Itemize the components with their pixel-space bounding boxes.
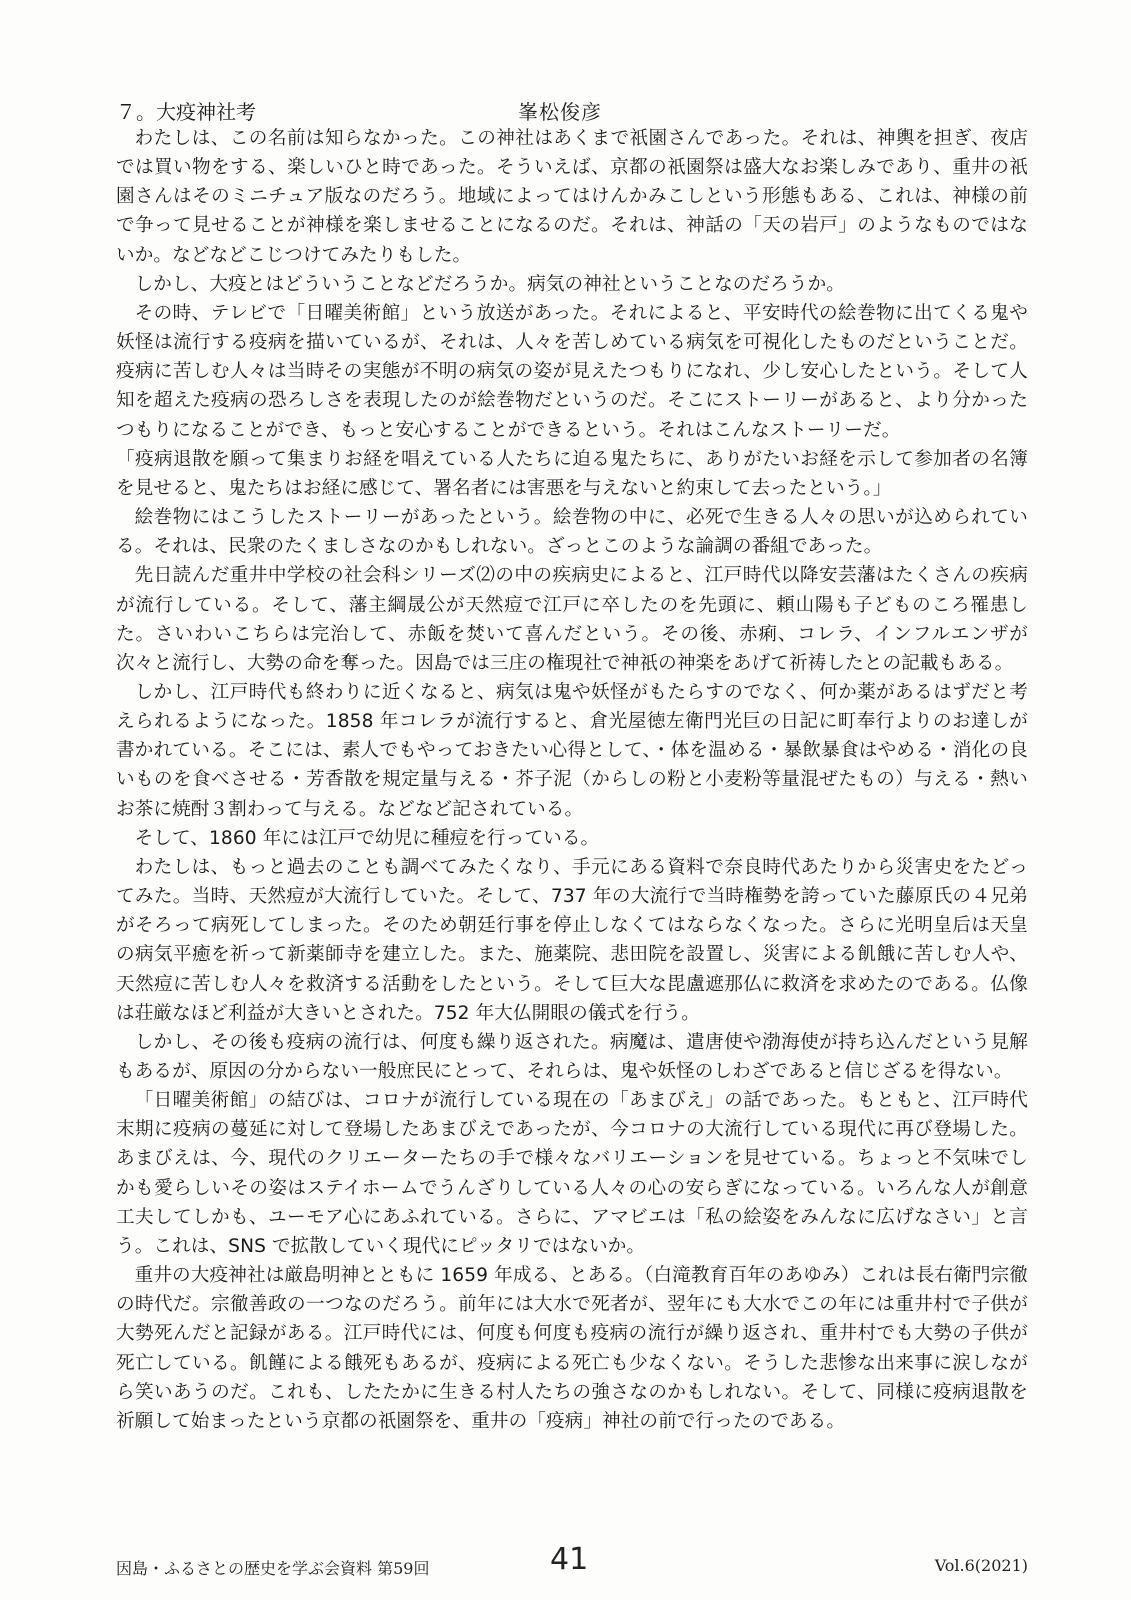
paragraph: 重井の大疫神社は厳島明神とともに 1659 年成る、とある。（白滝教育百年のあゆみ）これは長右衛門宗徹の時代だ。宗徹善政の一つなのだろう。前年には大水で死者が、翌年にも大水でこの年には重井村で子供が大勢死んだと記録がある。江戸時代には、何度も何度も疫病の流行が繰り返され、重井村でも大勢の子供が死亡している。飢饉による餓死もあるが、疫病による死亡も少なくない。そうした悲惨な出来事に涙しながら笑いあうのだ。これも、したたかに生きる村人たちの強さなのかもしれない。そして、同様に疫病退散を祈願して始まったという京都の祇園祭を、重井の「疫病」神社の前で行ったのである。 — [116, 1265, 1028, 1432]
paragraph: 先日読んだ重井中学校の社会科シリーズ⑵の中の疾病史によると、江戸時代以降安芸藩はたくさんの疾病が流行している。そして、藩主綱晟公が天然痘で江戸に卒したのを先頭に、頼山陽も子どものころ罹患した。さいわいこちらは完治して、赤飯を焚いて喜んだという。その後、赤痢、コレラ、インフルエンザが次々と流行し、大勢の命を奪った。因島では三庄の権現社で神祇の神楽をあげて祈祷したとの記載もある。 — [116, 565, 1028, 674]
author-name: 峯松俊彦 — [518, 100, 602, 124]
paragraph: しかし、その後も疫病の流行は、何度も繰り返された。病魔は、遣唐使や渤海使が持ち込んだという見解もあるが、原因の分からない一般庶民にとって、それらは、鬼や妖怪のしわざであると信じざるを得ない。 — [116, 1031, 1028, 1082]
article-body — [116, 124, 1028, 1436]
paragraph: しかし、江戸時代も終わりに近くなると、病気は鬼や妖怪がもたらすのでなく、何か薬があるはずだと考えられるようになった。1858 年コレラが流行すると、倉光屋徳左衛門光巨の日記に町奉行よりのお達しが書かれている。そこには、素人でもやっておきたい心得として、・体を温める・暴飲暴食はやめる・消化の良いものを食べさせる・芳香散を規定量与える・芥子泥（からしの粉と小麦粉等量混ぜたもの）与える・熱いお茶に焼酎３割わって与える。などなど記されている。 — [116, 681, 1028, 820]
article-title: ７。大疫神社考 — [116, 100, 256, 124]
paragraph: 「日曜美術館」の結びは、コロナが流行している現在の「あまびえ」の話であった。もともと、江戸時代末期に疫病の蔓延に対して登場したあまびえであったが、今コロナの大流行している現代に再び登場した。あまびえは、今、現代のクリエーターたちの手で様々なバリエーションを見せている。ちょっと不気味でしかも愛らしいその姿はステイホームでうんざりしている人々の心の安らぎになっている。いろんな人が創意工夫してしかも、ユーモア心にあふれている。さらに、アマビエは「私の絵姿をみんなに広げなさい」と言う。これは、SNS で拡散していく現代にピッタリではないか。 — [116, 1090, 1028, 1257]
footer-source: 因島・ふるさとの歴史を学ぶ会資料 第59回 — [116, 1559, 430, 1578]
paragraph: しかし、大疫とはどういうことなどだろうか。病気の神社ということなのだろうか。 — [134, 273, 845, 295]
paragraph: 絵巻物にはこうしたストーリーがあったという。絵巻物の中に、必死で生きる人々の思いが込められている。それは、民衆のたくましさなのかもしれない。ざっとこのような論調の番組であった。 — [116, 507, 1028, 558]
page-footer — [116, 1542, 1028, 1588]
paragraph: わたしは、もっと過去のことも調べてみたくなり、手元にある資料で奈良時代あたりから災害史をたどってみた。当時、天然痘が大流行していた。そして、737 年の大流行で当時権勢を誇っていた藤原氏の４兄弟がそろって病死してしまった。そのため朝廷行事を停止しなくてはならなくなった。さらに光明皇后は天皇の病気平癒を祈って新薬師寺を建立した。また、施薬院、悲田院を設置し、災害による飢餓に苦しむ人や、天然痘に苦しむ人々を救済する活動をしたという。そして巨大な毘盧遮那仏に救済を求めたのである。仏像は荘厳なほど利益が大きいとされた。752 年大仏開眼の儀式を行う。 — [116, 856, 1028, 1024]
paragraph: わたしは、この名前は知らなかった。この神社はあくまで祇園さんであった。それは、神輿を担ぎ、夜店では買い物をする、楽しいひと時であった。そういえば、京都の祇園祭は盛大なお楽しみであり、重井の祇園さんはそのミニチュア版なのだろう。地域によってはけんかみこしという形態もある、これは、神様の前で争って見せることが神様を楽しませることになるのだ。それは、神話の「天の岩戸」のようなものではないか。などなどこじつけてみたりもした。 — [116, 128, 1028, 266]
page-number: 41 — [550, 1542, 589, 1577]
paragraph: その時、テレビで「日曜美術館」という放送があった。それによると、平安時代の絵巻物に出てくる鬼や妖怪は流行する疫病を描いているが、それは、人々を苦しめている病気を可視化したものだということだ。疫病に苦しむ人々は当時その実態が不明の病気の姿が見えたつもりになれ、少し安心したという。そして人知を超えた疫病の恐ろしさを表現したのが絵巻物だというのだ。そこにストーリーがあると、より分かったつもりになることができ、もっと安心することができるという。それはこんなストーリーだ。 — [116, 302, 1028, 441]
quote-paragraph: 「疫病退散を願って集まりお経を唱えている人たちに迫る鬼たちに、ありがたいお経を示して参加者の名簿を見せると、鬼たちはお経に感じて、署名者には害悪を与えないと約束して去ったという。」 — [116, 448, 1028, 499]
volume-label: Vol.6(2021) — [934, 1556, 1028, 1575]
paragraph: そして、1860 年には江戸で幼児に種痘を行っている。 — [134, 827, 600, 849]
